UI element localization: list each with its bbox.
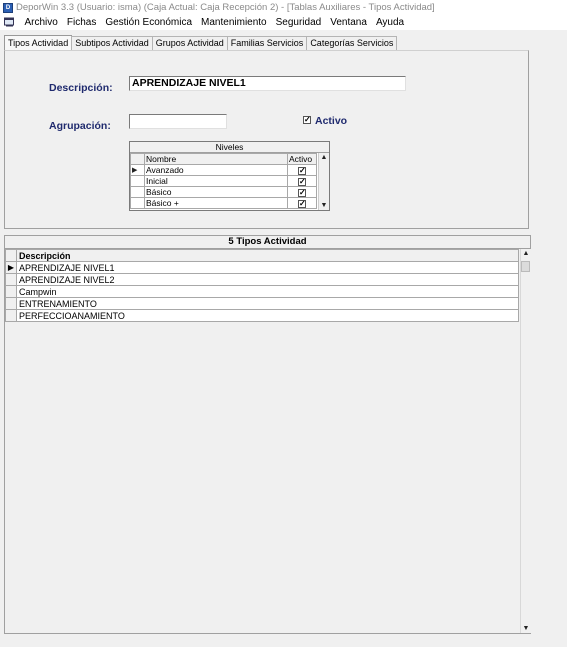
tab-familias-servicios[interactable]: Familias Servicios [227,36,308,50]
nivel-activo-cell[interactable] [288,187,317,198]
nivel-nombre[interactable]: Básico + [145,198,288,209]
list-caption: 5 Tipos Actividad [5,236,530,249]
table-row[interactable] [6,274,519,286]
tab-subtipos-actividad[interactable]: Subtipos Actividad [71,36,153,50]
row-indicator [6,298,17,310]
tipo-descripcion[interactable]: APRENDIZAJE NIVEL1 [17,262,519,274]
current-row-icon: ▶ [131,165,145,176]
table-row[interactable] [6,286,519,298]
table-row[interactable] [131,176,317,187]
row-indicator [6,310,17,322]
nivel-activo-checkbox[interactable]: ✓ [299,176,306,186]
scroll-thumb[interactable] [521,261,530,272]
row-indicator [131,176,145,187]
table-row[interactable] [6,310,519,322]
menu-mantenimiento[interactable]: Mantenimiento [201,17,267,28]
scroll-up-icon[interactable]: ▲ [320,154,328,161]
list-scrollbar[interactable] [520,249,531,633]
tipo-descripcion[interactable]: PERFECCIOANAMIENTO [17,310,519,322]
menu-bar [0,15,567,30]
descripcion-label: Descripción: [49,82,113,94]
nivel-nombre[interactable]: Avanzado [145,165,288,176]
table-row[interactable] [6,262,519,274]
tab-strip [4,36,396,50]
niveles-caption: Niveles [130,142,329,153]
tab-tipos-actividad[interactable]: Tipos Actividad [4,35,72,50]
nivel-activo-checkbox[interactable]: ✓ [299,187,306,197]
niveles-grid [129,141,330,211]
nivel-nombre[interactable]: Básico [145,187,288,198]
row-indicator [6,286,17,298]
nivel-activo-checkbox[interactable]: ✓ [299,165,306,175]
niveles-scrollbar[interactable] [318,153,329,210]
row-indicator [6,274,17,286]
row-indicator-header [131,154,145,165]
row-indicator [131,198,145,209]
table-row[interactable] [6,298,519,310]
descripcion-input[interactable]: APRENDIZAJE NIVEL1 [129,76,406,91]
scroll-up-icon[interactable]: ▲ [522,250,530,257]
nivel-activo-cell[interactable] [288,176,317,187]
nivel-nombre[interactable]: Inicial [145,176,288,187]
nivel-activo-checkbox[interactable]: ✓ [299,198,306,208]
col-descripcion-header[interactable]: Descripción [17,250,519,262]
row-indicator [131,187,145,198]
mdi-child-icon[interactable] [4,17,15,27]
row-indicator-header [6,250,17,262]
nivel-activo-cell[interactable] [288,165,317,176]
table-row[interactable] [131,187,317,198]
table-row[interactable] [131,165,317,176]
tipo-descripcion[interactable]: ENTRENAMIENTO [17,298,519,310]
window-title: DeporWin 3.3 (Usuario: isma) (Caja Actual: Caja Recepción 2) - [Tablas Auxiliares - Tipos Actividad] [16,2,435,13]
tipos-actividad-table [5,249,519,322]
menu-seguridad[interactable]: Seguridad [275,17,322,28]
title-bar [0,0,567,15]
menu-gestion-economica[interactable]: Gestión Económica [105,17,193,28]
tab-categorias-servicios[interactable]: Categorías Servicios [306,36,397,50]
menu-archivo[interactable]: Archivo [24,17,58,28]
table-row[interactable] [131,198,317,209]
scroll-down-icon[interactable]: ▼ [320,202,328,209]
menu-ventana[interactable]: Ventana [330,17,367,28]
agrupacion-label: Agrupación: [49,120,111,132]
tipo-descripcion[interactable]: APRENDIZAJE NIVEL2 [17,274,519,286]
niveles-table [130,153,317,209]
current-row-icon: ▶ [6,262,17,274]
nivel-activo-cell[interactable] [288,198,317,209]
agrupacion-input[interactable] [129,114,227,129]
col-activo-header[interactable]: Activo [288,154,317,165]
scroll-down-icon[interactable]: ▼ [522,625,530,632]
menu-fichas[interactable]: Fichas [66,17,97,28]
tab-grupos-actividad[interactable]: Grupos Actividad [152,36,228,50]
activo-label: Activo [315,115,348,127]
menu-ayuda[interactable]: Ayuda [375,17,405,28]
activo-checkbox[interactable]: ✓ [304,115,311,124]
col-nombre-header[interactable]: Nombre [145,154,288,165]
app-icon: D [3,3,13,13]
tipo-descripcion[interactable]: Campwin [17,286,519,298]
